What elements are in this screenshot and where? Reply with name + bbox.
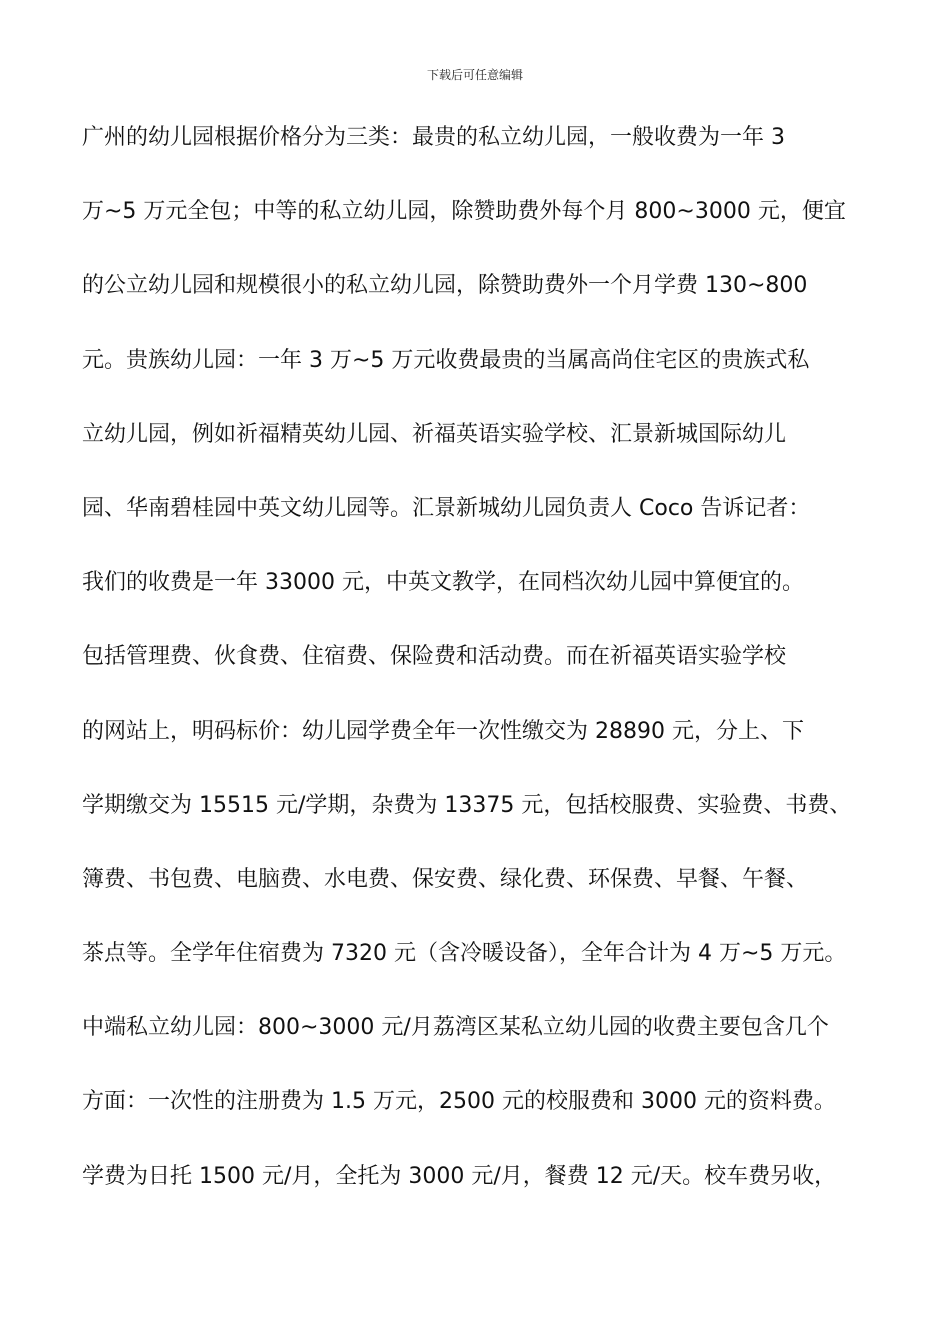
text-line: 立幼儿园，例如祈福精英幼儿园、祈福英语实验学校、汇景新城国际幼儿	[82, 421, 787, 447]
text-line: 的公立幼儿园和规模很小的私立幼儿园，除赞助费外一个月学费 130~800	[82, 273, 808, 299]
text-line: 簿费、书包费、电脑费、水电费、保安费、绿化费、环保费、早餐、午餐、	[82, 866, 809, 892]
header-note: 下载后可任意编辑	[426, 68, 523, 82]
text-line: 方面：一次性的注册费为 1.5 万元，2500 元的校服费和 3000 元的资料费。	[82, 1089, 836, 1115]
body-text	[82, 114, 882, 1227]
text-line: 包括管理费、伙食费、住宿费、保险费和活动费。而在祈福英语实验学校	[82, 644, 787, 670]
text-line: 元。贵族幼儿园：一年 3 万~5 万元收费最贵的当属高尚住宅区的贵族式私	[82, 347, 810, 373]
text-line: 茶点等。全学年住宿费为 7320 元（含冷暖设备），全年合计为 4 万~5 万元。	[82, 941, 847, 967]
text-line: 园、华南碧桂园中英文幼儿园等。汇景新城幼儿园负责人 Coco 告诉记者：	[82, 495, 811, 521]
text-line: 的网站上，明码标价：幼儿园学费全年一次性缴交为 28890 元，分上、下	[82, 718, 804, 744]
text-line: 中端私立幼儿园：800~3000 元/月荔湾区某私立幼儿园的收费主要包含几个	[82, 1015, 829, 1041]
text-line: 学期缴交为 15515 元/学期，杂费为 13375 元，包括校服费、实验费、书费、	[82, 792, 852, 818]
text-line: 我们的收费是一年 33000 元，中英文教学，在同档次幼儿园中算便宜的。	[82, 570, 804, 596]
text-line: 学费为日托 1500 元/月，全托为 3000 元/月，餐费 12 元/天。校车费另收，	[82, 1163, 837, 1189]
text-line: 广州的幼儿园根据价格分为三类：最贵的私立幼儿园，一般收费为一年 3	[82, 125, 785, 150]
text-line: 万~5 万元全包；中等的私立幼儿园，除赞助费外每个月 800~3000 元，便宜	[82, 199, 846, 225]
